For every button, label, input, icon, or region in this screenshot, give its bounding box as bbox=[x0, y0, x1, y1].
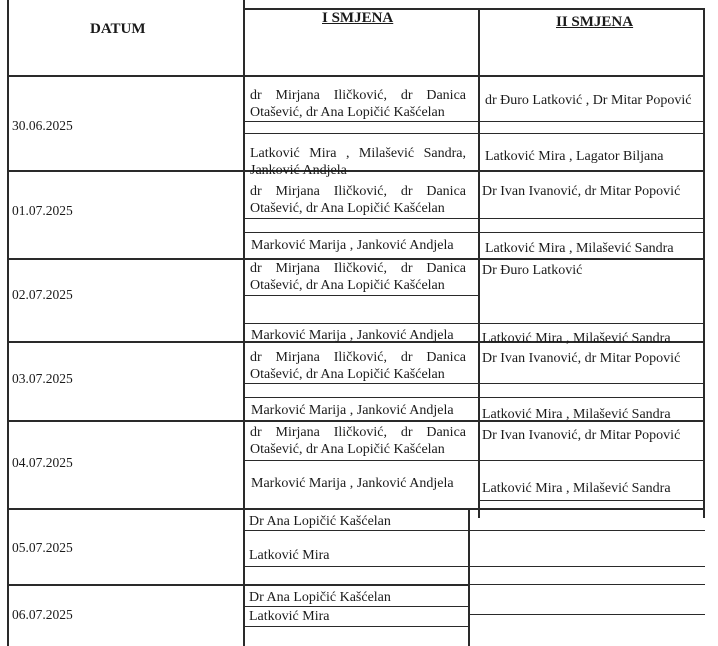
shift2-doctors: Dr Đuro Latković bbox=[482, 263, 583, 278]
shift1-doctors: Dr Ana Lopičić Kašćelan bbox=[249, 590, 391, 605]
sub-line bbox=[245, 133, 705, 134]
shift2-doctors: Dr Ivan Ivanović, dr Mitar Popović bbox=[482, 351, 681, 366]
shift1-nurses: Marković Marija , Janković Andjela bbox=[251, 476, 454, 491]
row-date: 04.07.2025 bbox=[12, 455, 73, 470]
shift2-nurses: Latković Mira , Milašević Sandra bbox=[482, 407, 671, 422]
sub-line bbox=[245, 460, 705, 461]
sub-line bbox=[245, 323, 705, 324]
shift1-nurses: Latković Mira bbox=[249, 609, 330, 624]
row-date: 06.07.2025 bbox=[12, 607, 73, 622]
header-shift-1: I SMJENA bbox=[322, 10, 394, 26]
shift1-doctors: Dr Ana Lopičić Kašćelan bbox=[249, 514, 391, 529]
header-datum: DATUM bbox=[90, 21, 146, 37]
header-shift-2: II SMJENA bbox=[556, 14, 634, 30]
row-separator bbox=[7, 75, 705, 77]
sub-line bbox=[245, 530, 705, 531]
shift1-nurses: Latković Mira bbox=[249, 548, 330, 563]
shift2-nurses: Latković Mira , Lagator Biljana bbox=[485, 149, 664, 164]
shift1-nurses: Marković Marija , Janković Andjela bbox=[251, 238, 454, 253]
sub-line bbox=[480, 121, 705, 122]
shift1-doctors: dr Mirjana Iličković, dr Danica Otašević, dr Ana Lopičić Kašćelan bbox=[250, 261, 466, 293]
table-border-right bbox=[703, 8, 705, 518]
shift2-nurses: Latković Mira , Milašević Sandra bbox=[482, 331, 671, 346]
row-date: 30.06.2025 bbox=[12, 118, 73, 133]
header-top-border bbox=[245, 8, 705, 10]
shift1-nurses: Marković Marija , Janković Andjela bbox=[251, 403, 454, 418]
sub-line bbox=[480, 500, 705, 501]
shift1-doctors: dr Mirjana Iličković, dr Danica Otašević, dr Ana Lopičić Kašćelan bbox=[250, 184, 466, 216]
shift1-doctors: dr Mirjana Iličković, dr Danica Otašević, dr Ana Lopičić Kašćelan bbox=[250, 88, 466, 120]
shift1-nurses: Latković Mira , Milašević Sandra, Janković Andjela bbox=[250, 146, 466, 178]
sub-line bbox=[470, 614, 705, 615]
column-divider-2 bbox=[478, 8, 480, 518]
sub-line bbox=[245, 383, 705, 384]
sub-line bbox=[245, 121, 478, 122]
table-border-left bbox=[7, 0, 9, 646]
row-separator bbox=[7, 584, 469, 586]
sub-line bbox=[245, 626, 469, 627]
sub-line bbox=[245, 397, 705, 398]
shift1-nurses: Marković Marija , Janković Andjela bbox=[251, 328, 454, 343]
sub-line bbox=[245, 218, 705, 219]
row-separator bbox=[7, 508, 705, 510]
shift2-doctors: Dr Ivan Ivanović, dr Mitar Popović bbox=[482, 184, 681, 199]
sub-line bbox=[470, 584, 705, 585]
row-date: 03.07.2025 bbox=[12, 371, 73, 386]
row-date: 05.07.2025 bbox=[12, 540, 73, 555]
sub-line bbox=[245, 606, 469, 607]
shift2-doctors: Dr Ivan Ivanović, dr Mitar Popović bbox=[482, 428, 681, 443]
row-date: 01.07.2025 bbox=[12, 203, 73, 218]
row-date: 02.07.2025 bbox=[12, 287, 73, 302]
shift2-nurses: Latković Mira , Milašević Sandra bbox=[482, 481, 671, 496]
shift2-nurses: Latković Mira , Milašević Sandra bbox=[485, 241, 674, 256]
shift1-doctors: dr Mirjana Iličković, dr Danica Otašević, dr Ana Lopičić Kašćelan bbox=[250, 425, 466, 457]
sub-line bbox=[245, 295, 478, 296]
sub-line bbox=[245, 566, 705, 567]
sub-line bbox=[245, 232, 705, 233]
shift1-doctors: dr Mirjana Iličković, dr Danica Otašević, dr Ana Lopičić Kašćelan bbox=[250, 350, 466, 382]
shift2-doctors: dr Đuro Latković , Dr Mitar Popović bbox=[485, 93, 692, 108]
